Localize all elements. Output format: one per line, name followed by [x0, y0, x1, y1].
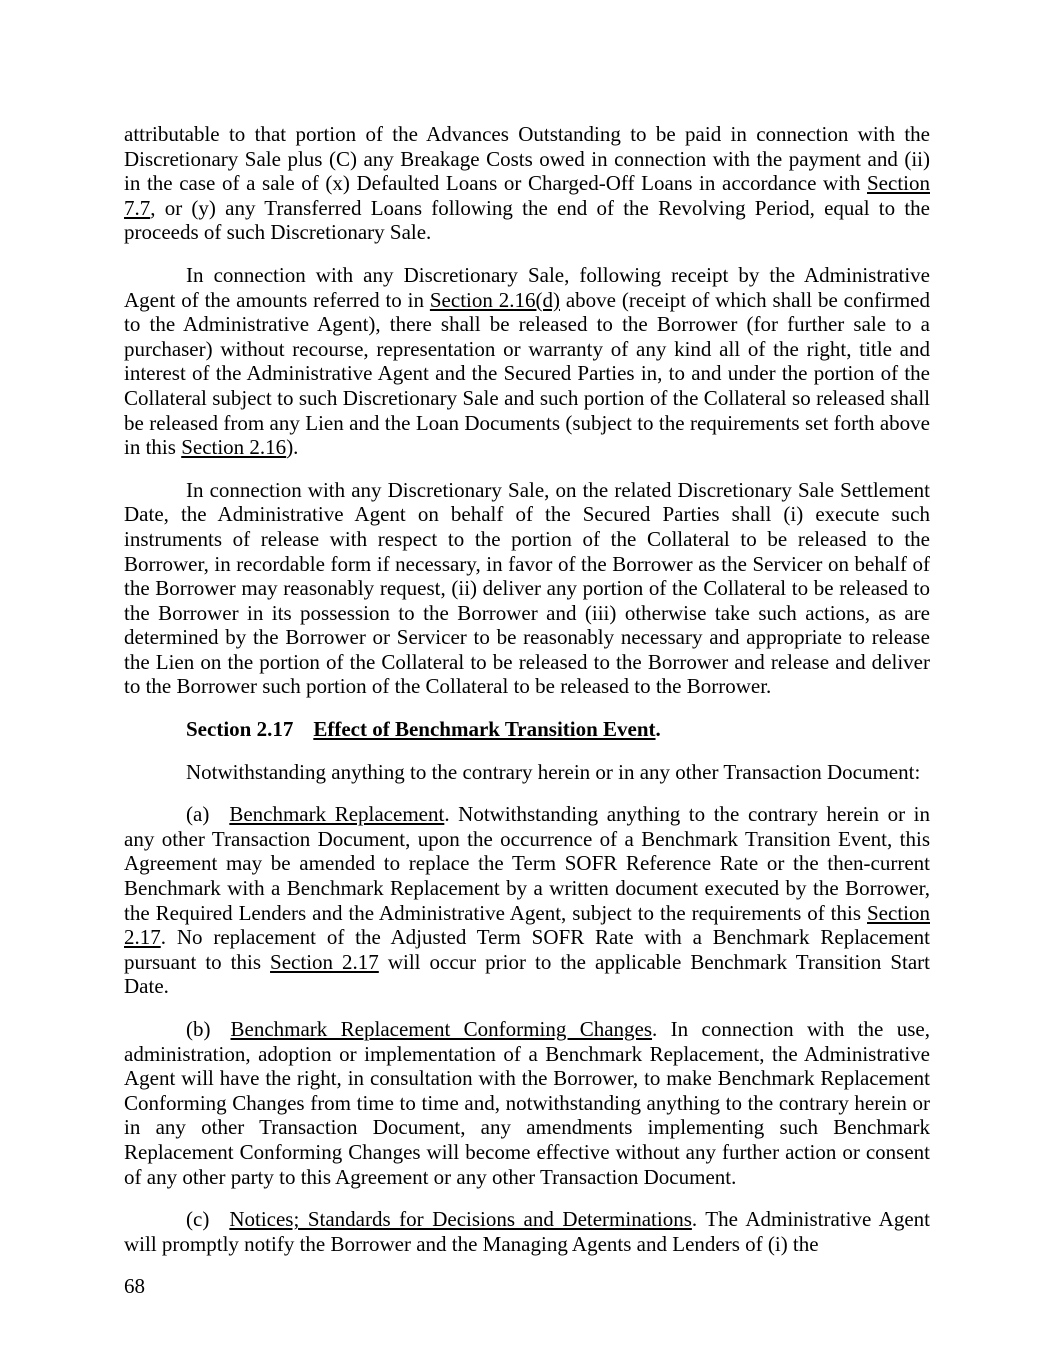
paragraph-notwithstanding-lead-in — [124, 760, 930, 785]
text-run: , or (y) any Transferred Loans following the end of the Revolving Period, equal to the proceeds of such Discretionary Sale. — [124, 195, 930, 245]
text-run: . In connection with the use, administration, adoption or implementation of a Benchmark Replacement, the Administrative Agent will have the right, in consultation with the Borrower, to make Benchmark Replacement Conforming Changes from time to time and, notwithstanding anything to the contrary herein or in any other Transaction Document, any amendments implementing such Benchmark Replacement Conforming Changes will become effective without any further action or consent of any other party to this Agreement or any other Transaction Document. — [124, 1017, 930, 1189]
text-run: (c) — [186, 1207, 210, 1232]
paragraph-a-benchmark-replacement — [124, 802, 930, 999]
text-run: will occur prior to the applicable Benchmark Transition Start Date. — [124, 949, 931, 999]
underlined-text-run: Benchmark Replacement — [229, 802, 445, 827]
underlined-text-run: Notices; Standards for Decisions and Determinations — [229, 1207, 692, 1232]
text-run: . No replacement of the Adjusted Term SOFR Rate with a Benchmark Replacement pursuant to this — [124, 925, 930, 974]
underlined-text-run: Section 2.16(d) — [429, 287, 560, 312]
underlined-text-run: Section 7.7 — [124, 171, 930, 220]
underlined-text-run: Effect of Benchmark Transition Event — [313, 717, 656, 742]
text-run: . Notwithstanding anything to the contrary herein or in any other Transaction Document, upon the occurrence of a Benchmark Transition Event, this Agreement may be amended to replace the Term SOFR Reference Rate or the then-current Benchmark with a Benchmark Replacement by a written document executed by the Borrower, the Required Lenders and the Administrative Agent, subject to the requirements of this — [124, 802, 930, 925]
paragraph-b-conforming-changes — [124, 1017, 930, 1189]
underlined-text-run: Section 2.16 — [181, 435, 287, 460]
text-run: above (receipt of which shall be confirmed to the Administrative Agent), there shall be released to the Borrower (for further sale to a purchaser) without recourse, representation or warranty of any kind all of the right, title and interest of the Administrative Agent and the Secured Parties in, to and under the portion of the Collateral subject to such Discretionary Sale and such portion of the Collateral so released shall be released from any Lien and the Loan Documents (subject to the requirements set forth above in this — [124, 287, 930, 460]
page-number: 68 — [124, 1274, 145, 1299]
text-run: (a) — [186, 802, 210, 827]
paragraph-c-notices-standards — [124, 1207, 930, 1256]
text-run: (b) — [186, 1017, 211, 1041]
text-run: In connection with any Discretionary Sale, following receipt by the Administrative Agent of the amounts referred to in — [124, 262, 930, 312]
underlined-text-run: Section 2.17 — [270, 949, 379, 974]
text-run: Section 2.17 — [186, 717, 294, 742]
underlined-text-run: Benchmark Replacement Conforming Changes — [230, 1017, 653, 1041]
text-run: . The Administrative Agent will promptly notify the Borrower and the Managing Agents and Lenders of (i) the — [124, 1207, 930, 1256]
text-run: In connection with any Discretionary Sale, on the related Discretionary Sale Settlement Date, the Administrative Agent on behalf of the Secured Parties shall (i) execute such instruments of release with respect to the portion of the Collateral to be released to the Borrower, in recordable form if necessary, in favor of the Borrower as the Servicer on behalf of the Borrower may reasonably request, (ii) deliver any portion of the Collateral to be released to the Borrower in its possession to the Borrower and (iii) otherwise take such actions, as are determined by the Borrower or Servicer to be reasonably necessary and appropriate to release the Lien on the portion of the Collateral to be released to the Borrower and release and deliver to the Borrower such portion of the Collateral to be released to the Borrower. — [124, 477, 930, 699]
text-run: Notwithstanding anything to the contrary herein or in any other Transaction Document: — [186, 759, 921, 784]
underlined-text-run: Section 2.17 — [124, 900, 930, 950]
paragraph-discretionary-sale-settlement — [124, 478, 930, 699]
document-text-block — [124, 122, 930, 1317]
text-run: . — [655, 717, 661, 742]
heading-section-2-17 — [124, 717, 930, 742]
paragraph-discretionary-sale-continuation — [124, 122, 930, 245]
text-run: ). — [286, 435, 299, 460]
paragraph-release-of-collateral — [124, 263, 930, 460]
text-run: attributable to that portion of the Advances Outstanding to be paid in connection with the Discretionary Sale plus (C) any Breakage Costs owed in connection with the payment and (ii) in the case of a sale of (x) Defaulted Loans or Charged-Off Loans in accordance with — [124, 122, 930, 196]
